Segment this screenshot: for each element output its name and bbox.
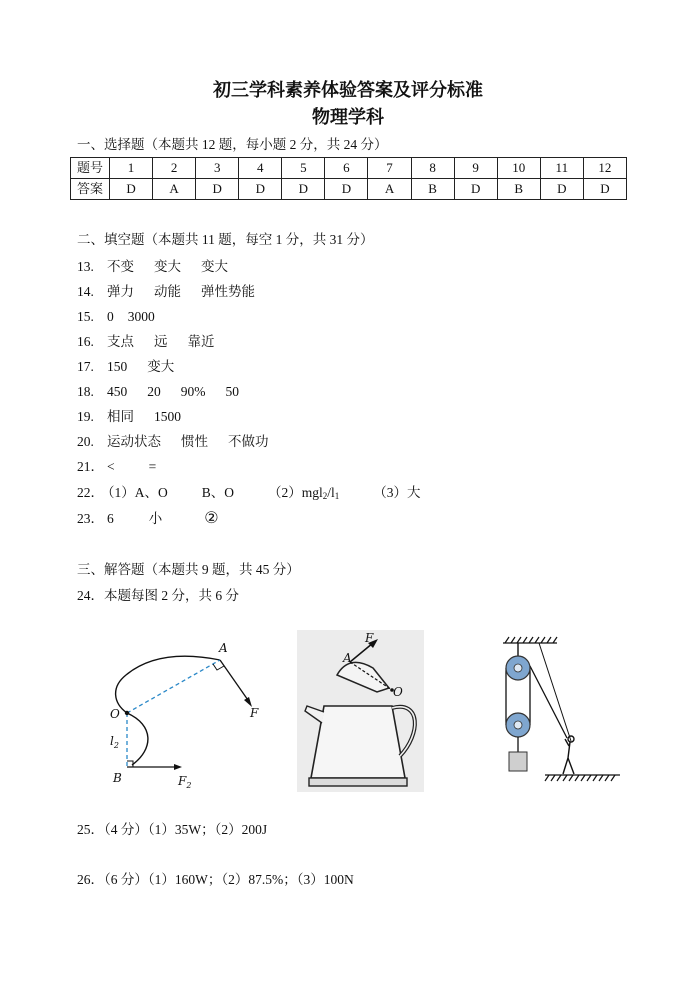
answer: 150 — [107, 359, 128, 374]
question-25-answer: 25．（4 分）（1）35W；（2）200J — [77, 822, 268, 837]
answer: ② — [204, 510, 219, 527]
label-o: O — [110, 707, 120, 721]
question-number: 19. — [77, 409, 94, 424]
answer-line-13 — [77, 259, 248, 275]
answer: 20 — [147, 384, 161, 399]
answer-formula — [268, 485, 339, 501]
page-title: 初三学科素养体验答案及评分标准 — [213, 80, 483, 100]
answer: 弹性势能 — [201, 284, 255, 299]
label-f: F — [365, 631, 374, 645]
answer: 动能 — [154, 284, 181, 299]
question-24-note: 24．本题每图 2 分，共 6 分 — [77, 588, 239, 603]
answer-line-19 — [77, 409, 201, 425]
person-figure — [563, 736, 574, 774]
question-number: 20. — [77, 434, 94, 449]
answer-line-21 — [77, 459, 190, 475]
question-number: 17. — [77, 359, 94, 374]
label-f: F — [250, 706, 259, 720]
answer-line-20 — [77, 434, 289, 450]
question-number: 18. — [77, 384, 94, 399]
table-cell: 6 — [325, 158, 368, 179]
answer-line-17 — [77, 359, 194, 375]
table-cell: 3 — [196, 158, 239, 179]
answer: 变大 — [201, 259, 228, 274]
answer: B、O — [201, 485, 235, 500]
table-row-numbers — [71, 158, 627, 179]
table-cell: 7 — [368, 158, 411, 179]
force-arm-l1 — [127, 660, 220, 713]
table-cell: B — [411, 179, 454, 200]
answer: 变大 — [154, 259, 181, 274]
table-cell: D — [196, 179, 239, 200]
answer: 小 — [148, 511, 163, 526]
rope-to-person — [530, 666, 567, 738]
answer-line-14 — [77, 284, 275, 300]
answer: 3000 — [127, 309, 155, 324]
answer-line-23 — [77, 511, 239, 527]
table-cell: A — [368, 179, 411, 200]
movable-pulley-axle — [514, 721, 522, 729]
right-angle-mark-b — [127, 761, 133, 767]
question-number: 15. — [77, 309, 94, 324]
answer: 运动状态 — [107, 434, 161, 449]
formula-subscript: 2 — [322, 491, 328, 501]
answer: = — [148, 459, 157, 474]
label-l2-main: l — [110, 734, 114, 748]
table-cell: B — [497, 179, 540, 200]
formula-mid: /l — [327, 485, 335, 500]
formula-subscript: 1 — [334, 491, 340, 501]
table-cell: 1 — [110, 158, 153, 179]
answer: 50 — [225, 384, 239, 399]
table-cell: 10 — [497, 158, 540, 179]
question-number: 23． — [77, 511, 104, 526]
table-cell: 2 — [153, 158, 196, 179]
kettle-body — [311, 706, 405, 778]
lever-outline — [116, 656, 220, 765]
section1-heading: 一、选择题（本题共 12 题，每小题 2 分，共 24 分） — [77, 137, 388, 152]
table-cell: 12 — [583, 158, 626, 179]
answer: 不变 — [107, 259, 134, 274]
force-f-arrow — [220, 660, 250, 703]
right-angle-mark-a — [213, 664, 224, 670]
label-a: A — [343, 651, 352, 665]
label-f2-main: F — [178, 774, 187, 788]
answer: 支点 — [107, 334, 134, 349]
label-b: B — [113, 771, 122, 785]
table-cell: 9 — [454, 158, 497, 179]
kettle-base — [309, 778, 407, 786]
label-o: O — [393, 685, 403, 699]
label-l2-sub: 2 — [113, 741, 119, 750]
question-26-answer: 26．（6 分）（1）160W；（2）87.5%；（3）100N — [77, 872, 354, 887]
kettle-diagram — [297, 630, 424, 792]
lever-diagram — [100, 625, 270, 805]
table-row-answers — [71, 179, 627, 200]
question-number: 13. — [77, 259, 94, 274]
table-cell: D — [540, 179, 583, 200]
pivot-point — [125, 711, 129, 715]
ground — [545, 775, 620, 781]
table-cell: 11 — [540, 158, 583, 179]
pulley-diagram — [497, 635, 625, 785]
section3-heading: 三、解答题（本题共 9 题，共 45 分） — [77, 562, 300, 577]
table-cell: 4 — [239, 158, 282, 179]
table-cell: D — [110, 179, 153, 200]
table-cell: D — [239, 179, 282, 200]
answer: （1）A、O — [101, 485, 168, 500]
table-cell: D — [325, 179, 368, 200]
question-number: 16. — [77, 334, 94, 349]
answer: 0 — [107, 309, 114, 324]
answer: < — [107, 459, 115, 474]
row-label: 题号 — [71, 158, 110, 179]
answer-line-18 — [77, 384, 259, 400]
question-number: 22． — [77, 485, 104, 500]
answer: 相同 — [107, 409, 134, 424]
answer: 1500 — [154, 409, 181, 424]
answer: 惯性 — [181, 434, 208, 449]
label-a: A — [219, 641, 228, 655]
table-cell: A — [153, 179, 196, 200]
answer-line-15 — [77, 309, 175, 325]
answer: 450 — [107, 384, 128, 399]
table-cell: D — [282, 179, 325, 200]
answer: 6 — [107, 511, 114, 526]
table-cell: 8 — [411, 158, 454, 179]
table-cell: 5 — [282, 158, 325, 179]
label-l2 — [110, 734, 119, 750]
answer: 靠近 — [187, 334, 215, 349]
force-f2-arrowhead — [174, 764, 182, 770]
answer-line-22 — [77, 485, 455, 501]
answer: （3）大 — [373, 485, 421, 500]
answer: 变大 — [147, 359, 175, 374]
row-label: 答案 — [71, 179, 110, 200]
page-subtitle: 物理学科 — [312, 107, 384, 127]
table-cell: D — [454, 179, 497, 200]
question-number: 21． — [77, 459, 104, 474]
answer: 90% — [180, 384, 206, 399]
section2-heading: 二、填空题（本题共 11 题，每空 1 分，共 31 分） — [77, 232, 374, 247]
weight-block — [509, 752, 527, 771]
fixed-pulley-axle — [514, 664, 522, 672]
ceiling — [503, 637, 557, 643]
label-f2 — [177, 774, 191, 790]
table-cell: D — [583, 179, 626, 200]
label-f2-sub: 2 — [186, 781, 192, 790]
question-number: 14. — [77, 284, 94, 299]
formula-prefix: （2）mgl — [268, 485, 323, 500]
answer: 不做功 — [228, 434, 269, 449]
answer: 远 — [154, 334, 168, 349]
answer-line-16 — [77, 334, 235, 350]
answer: 弹力 — [107, 284, 134, 299]
answer-table — [70, 157, 627, 200]
